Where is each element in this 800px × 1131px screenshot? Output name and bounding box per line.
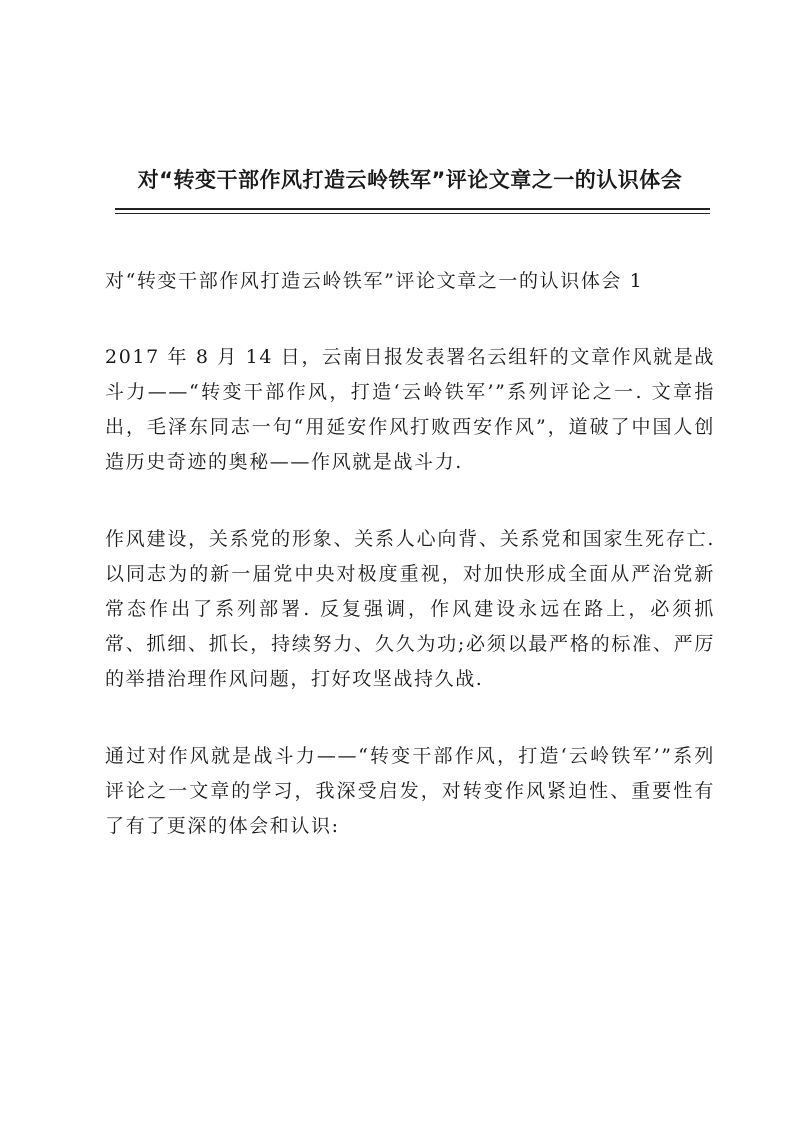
document-subtitle: 对“转变干部作风打造云岭铁军”评论文章之一的认识体会 1 [105,270,644,292]
title-underline-thick [115,208,710,210]
document-body [105,264,715,886]
body-paragraph: 2017 年 8 月 14 日，云南日报发表署名云组轩的文章作风就是战斗力——“转变干部作风，打造‘云岭铁军’”系列评论之一. 文章指出，毛泽东同志一句“用延安作风打败西安作风”，道破了中国人创造历史奇迹的奥秘——作风就是战斗力. [105,346,715,473]
body-paragraph: 作风建设，关系党的形象、关系人心向背、关系党和国家生死存亡. 以同志为的新一届党中央对极度重视，对加快形成全面从严治党新常态作出了系列部署. 反复强调，作风建设永远在路上，必须抓常、抓细、抓长，持续努力、久久为功;必须以最严格的标准、严厉的举措治理作风问题，打好攻坚战持久战. [105,528,715,690]
body-paragraph: 通过对作风就是战斗力——“转变干部作风，打造‘云岭铁军’”系列评论之一文章的学习，我深受启发，对转变作风紧迫性、重要性有了有了更深的体会和认识: [105,745,715,837]
document-title: 对“转变干部作风打造云岭铁军”评论文章之一的认识体会 [137,168,683,192]
title-underline-thin [115,213,710,214]
